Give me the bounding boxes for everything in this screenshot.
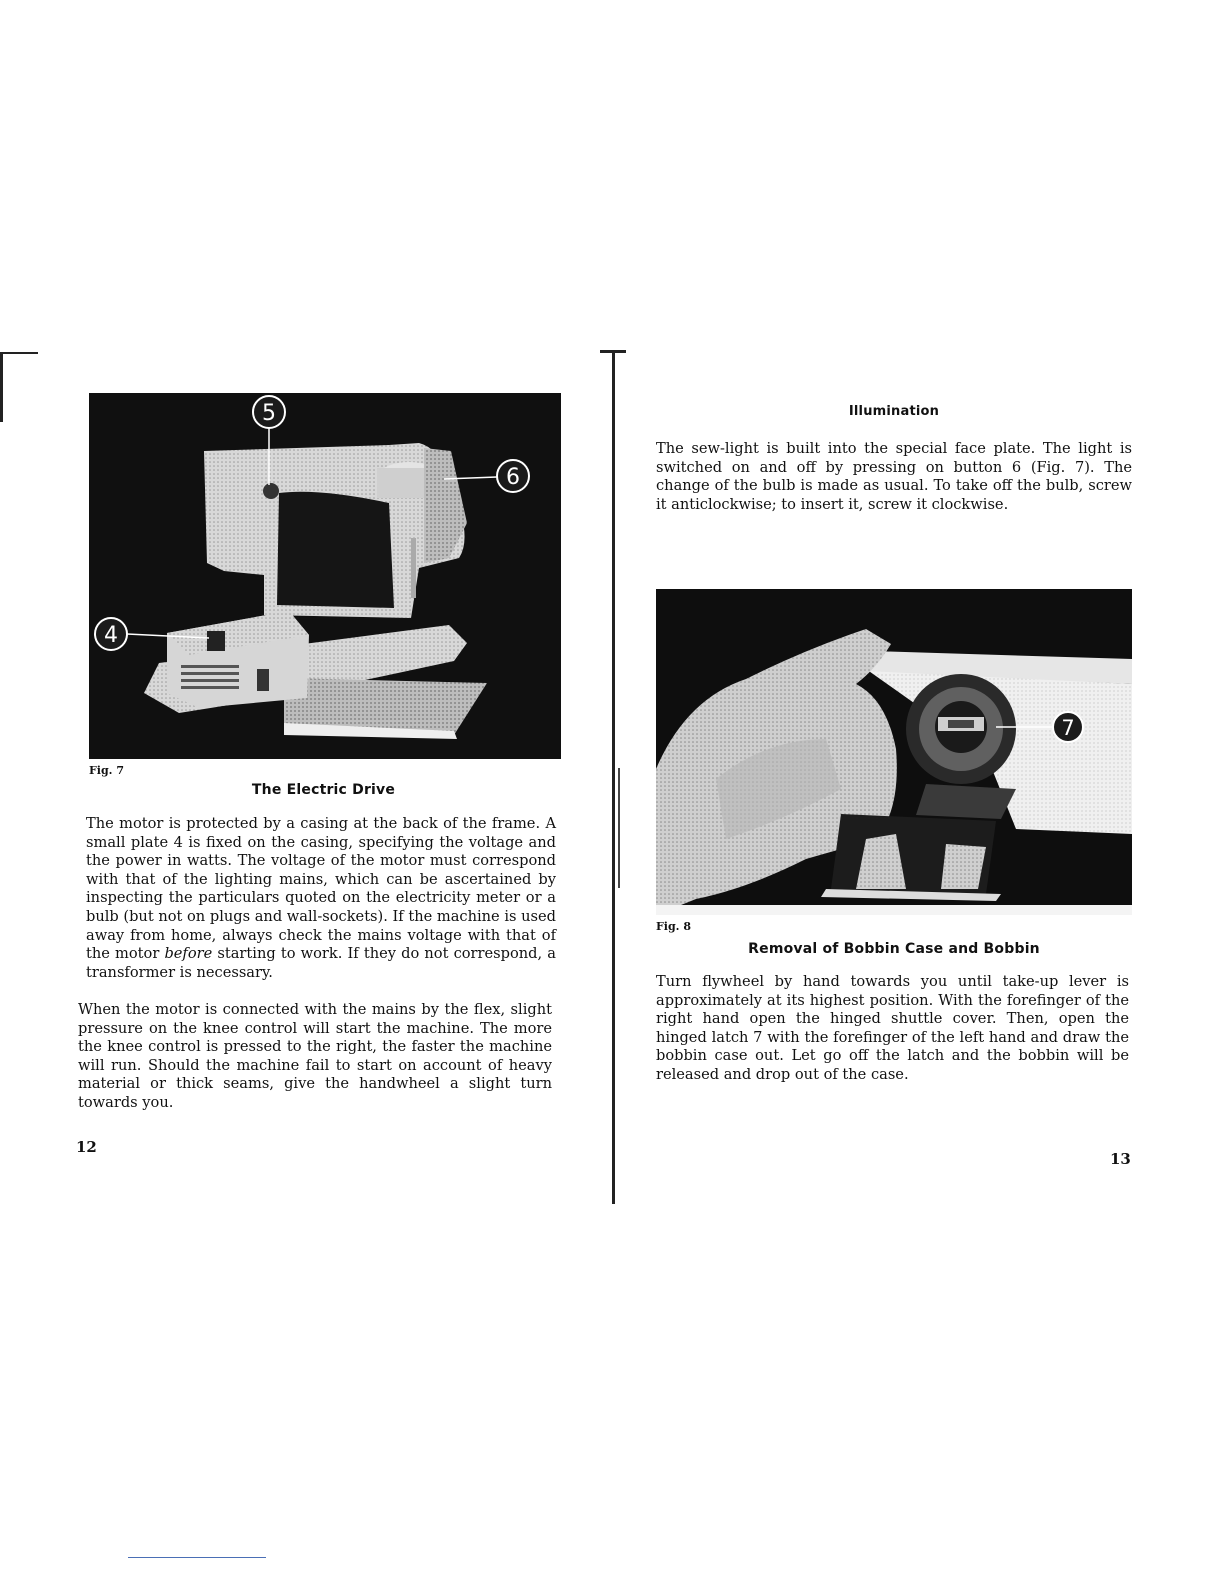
bottom-rule [128, 1557, 266, 1558]
callout-4-label: 4 [104, 623, 118, 648]
bobbin-removal-paragraph: Turn flywheel by hand towards you until take-up lever is approximately at its highest position. With the forefinger of the right hand open the hinged shuttle cover. Then, open the hinged latch 7 with the forefinger of the left hand and draw the bobbin case out. Let go off the latch and the bobbin will be released and drop out of the case. [656, 973, 1129, 1083]
fig7-illustration [89, 393, 561, 759]
fig8-caption: Fig. 8 [656, 920, 691, 933]
fig7-caption: Fig. 7 [89, 764, 124, 777]
para1-part-a: The motor is protected by a casing at the back of the frame. A small plate 4 is fixed on the casing, specifying the voltage and the power in watts. The voltage of the motor must correspond with that of the lighting mains, which can be ascertained by inspecting the particulars quoted on the electricity meter or a bulb (but not on plugs and wall-sockets). If the machine is used away from home, always check the mains voltage with that of the motor [86, 815, 556, 963]
page-number-right: 13 [1110, 1150, 1131, 1168]
heading-removal-of-bobbin-case: Removal of Bobbin Case and Bobbin [748, 941, 1040, 957]
page-number-left: 12 [76, 1138, 97, 1156]
callout-6-label: 6 [506, 465, 520, 490]
electric-drive-paragraph-1 [86, 815, 556, 982]
para1-emphasis-before: before [164, 945, 213, 963]
fig7-sewing-machine-photo [89, 393, 561, 759]
callout-7-label: 7 [1061, 716, 1075, 740]
fig8-illustration [656, 589, 1132, 915]
fig8-bobbin-case-photo [656, 589, 1132, 915]
callout-5-label: 5 [262, 401, 276, 426]
para1-part-c: starting to work. If they do not correspond, a transformer is necessary. [86, 945, 556, 981]
left-page-edge-mark [0, 352, 40, 360]
book-spine-line [596, 350, 626, 1210]
heading-electric-drive: The Electric Drive [251, 782, 396, 798]
illumination-paragraph: The sew-light is built into the special face plate. The light is switched on and off by pressing on button 6 (Fig. 7). The change of the bulb is made as usual. To take off the bulb, screw it anticlockwise; to insert it, screw it clockwise. [656, 440, 1132, 513]
heading-illumination: Illumination [848, 404, 940, 419]
electric-drive-paragraph-2: When the motor is connected with the mains by the flex, slight pressure on the knee control will start the machine. The more the knee control is pressed to the right, the faster the machine will run. Should the machine fail to start on account of heavy material or thick seams, give the handwheel a slight turn towards you. [78, 1001, 552, 1111]
